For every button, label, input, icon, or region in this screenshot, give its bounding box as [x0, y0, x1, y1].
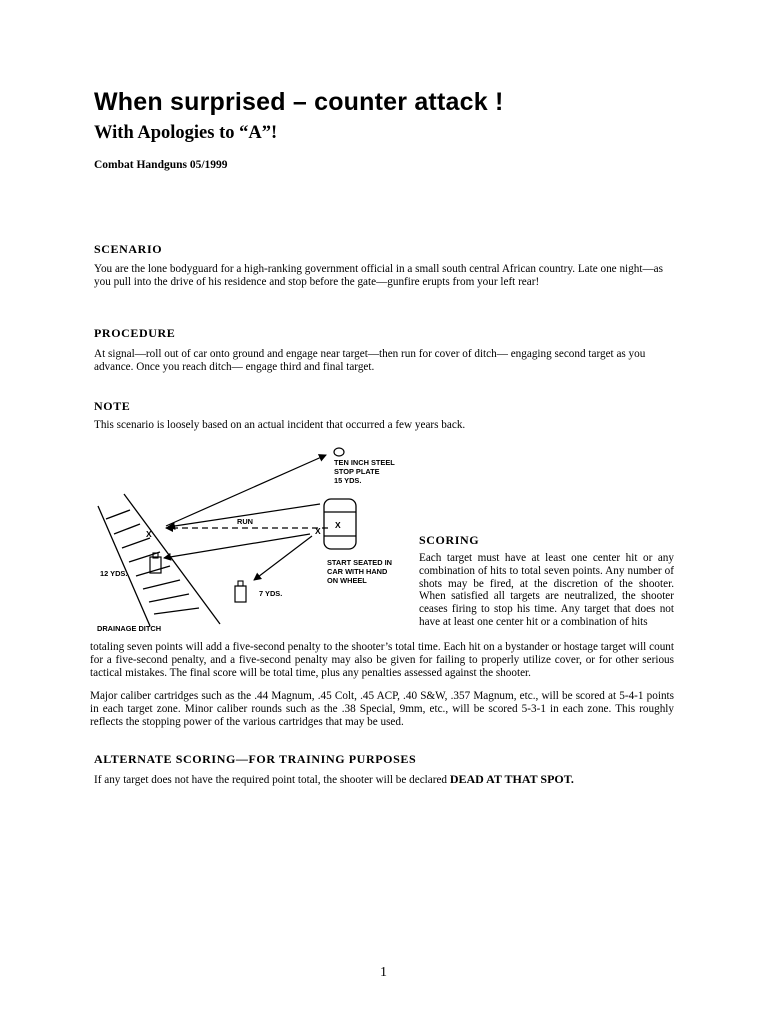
note-heading: NOTE: [94, 399, 131, 413]
shooter-mark-start: X: [315, 526, 321, 536]
scoring-text-bottom: totaling seven points will add a five-second penalty to the shooter’s total time. Each hit on a bystander or hostage target will count for a five-second penalty, and a five-second penalty may also be given for failing to properly utilize cover, or for other serious tactical mistakes. The final score will be total time, plus any penalties assessed against the shooter.: [90, 641, 674, 679]
alternate-scoring-text: [94, 773, 694, 787]
shooter-mark-ditch: X: [146, 529, 152, 539]
steel-stop-plate: [334, 448, 344, 456]
stage-diagram: [94, 444, 416, 640]
seven-yds-label: 7 YDS.: [259, 589, 283, 598]
page-number: 1: [380, 965, 387, 980]
car-mark: X: [335, 520, 341, 530]
procedure-heading: PROCEDURE: [94, 326, 176, 340]
target-7-yds: [235, 586, 246, 602]
start-label-line3: ON WHEEL: [327, 576, 367, 585]
scoring-heading: SCORING: [419, 533, 480, 547]
start-label-line2: CAR WITH HAND: [327, 567, 388, 576]
document-subtitle: With Apologies to “A”!: [94, 123, 278, 143]
alternate-scoring-heading: ALTERNATE SCORING—FOR TRAINING PURPOSES: [94, 752, 417, 766]
drainage-ditch-label: DRAINAGE DITCH: [97, 624, 162, 633]
alternate-scoring-emphasis: DEAD AT THAT SPOT.: [449, 772, 574, 786]
steel-plate-label-line2: STOP PLATE: [334, 467, 380, 476]
start-label-line1: START SEATED IN: [327, 558, 393, 567]
scenario-text: You are the lone bodyguard for a high-ranking government official in a small south central African country. Late one night—as you pull into the drive of his residence and stop before the gate—gunfire erupts from your left rear!: [94, 263, 663, 288]
alternate-scoring-sentence: If any target does not have the required point total, the shooter will be declared: [94, 774, 450, 786]
document-title: When surprised – counter attack !: [94, 88, 504, 116]
procedure-text: At signal—roll out of car onto ground and engage near target—then run for cover of ditch— engaging second target as you advance. Once you reach ditch— engage third and final target.: [94, 348, 646, 373]
note-text: This scenario is loosely based on an actual incident that occurred a few years back.: [94, 419, 466, 431]
twelve-yds-label: 12 YDS.: [100, 569, 128, 578]
scenario-heading: SCENARIO: [94, 242, 163, 256]
steel-plate-label-line1: TEN INCH STEEL: [334, 458, 395, 467]
drainage-ditch-ladder: [98, 494, 220, 626]
run-label: RUN: [237, 517, 254, 526]
scoring-text-top: Each target must have at least one center hit or any combination of hits to total seven points. Any number of shots may be fired, at the discretion of the shooter. When satisfied all targets are neutralized, the shooter ceases firing to stop his time. Any target that does not have at least one center hit or a combination of hits: [419, 552, 674, 628]
steel-plate-label-line3: 15 YDS.: [334, 476, 362, 485]
caliber-scoring-text: Major caliber cartridges such as the .44 Magnum, .45 Colt, .45 ACP, .40 S&W, .357 Magnum, etc., will be scored at 5-4-1 points in each target zone. Minor caliber rounds such as the .38 Special, 9mm, etc., will be scored 5-3-1 in each zone. This roughly reflects the stopping power of the various cartridges that may be used.: [90, 690, 674, 728]
source-citation: Combat Handguns 05/1999: [94, 159, 228, 171]
target-7-yds-head: [238, 581, 243, 586]
